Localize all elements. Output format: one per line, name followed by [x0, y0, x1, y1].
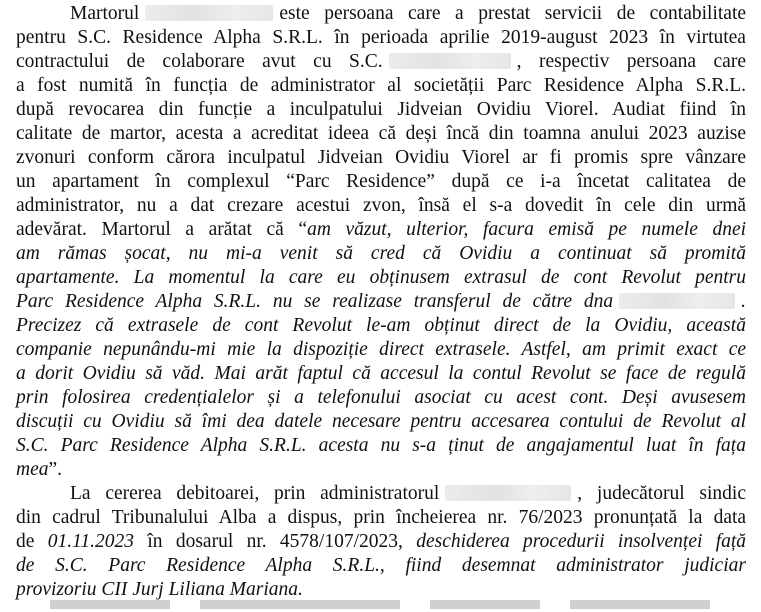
text-segment: contractului de colaborare avut cu S.C.	[16, 51, 383, 72]
redacted-name	[389, 53, 511, 69]
text-segment: administrator, nu a dat crezare acestui zvon, însă el s-a dovedit în cele din urmă	[16, 195, 747, 216]
text-segment: , respectiv persoana care	[516, 51, 746, 72]
text-segment: zvonuri conform cărora inculpatul Jidveian Ovidiu Viorel ar fi promis spre vânzare	[16, 147, 746, 168]
italic-text: mea	[16, 459, 49, 480]
italic-text: a dorit Ovidiu să văd. Mai arăt faptul că accesul la contul Revolut se face de regulă	[16, 363, 746, 384]
text-line	[16, 50, 746, 74]
text-line	[16, 554, 746, 578]
text-line	[16, 506, 746, 530]
redacted-name	[145, 5, 273, 21]
text-line	[16, 242, 746, 266]
text-segment: un apartament în complexul “Parc Residence” după ce i-a încetat calitatea de	[16, 171, 746, 192]
text-segment: , judecătorul sindic	[577, 483, 746, 504]
italic-text: .	[741, 291, 746, 312]
redacted-name	[445, 485, 571, 501]
text-line	[16, 122, 746, 146]
text-line	[16, 338, 746, 362]
italic-text: Precizez că extrasele de cont Revolut le-am obținut direct de la Ovidiu, această	[16, 315, 746, 336]
text-line	[70, 2, 746, 26]
text-segment: Martorul	[70, 3, 140, 24]
text-line	[16, 290, 746, 314]
italic-text: deschiderea procedurii insolvenței față	[416, 531, 747, 552]
text-segment: din cadrul Tribunalului Alba a dispus, prin încheierea nr. 76/2023 pronunțată la data	[16, 507, 747, 528]
text-segment: La cererea debitoarei, prin administratorul	[70, 483, 440, 504]
text-segment: pentru S.C. Residence Alpha S.R.L. în perioada aprilie 2019-august 2023 în virtutea	[16, 27, 746, 48]
text-line	[16, 218, 746, 242]
italic-text: Parc Residence Alpha S.R.L. nu se realizase transferul de către dna	[16, 291, 614, 312]
cut-off-next-line	[50, 600, 710, 612]
italic-text: prin folosirea credențialelor și a telefonului asociat cu acest cont. Deși avusesem	[16, 387, 746, 408]
text-segment: este persoana care a prestat servicii de contabilitate	[279, 3, 747, 24]
text-line	[16, 26, 746, 50]
italic-text: 01.11.2023	[47, 531, 135, 552]
text-segment: adevărat. Martorul a arătat că “	[16, 219, 308, 240]
text-segment: în dosarul nr. 4578/107/2023,	[134, 531, 417, 552]
text-line	[16, 74, 746, 98]
text-line	[16, 458, 62, 482]
text-line	[16, 386, 746, 410]
text-line	[16, 578, 303, 602]
text-line	[16, 314, 746, 338]
italic-text: S.C. Parc Residence Alpha S.R.L. acesta nu s-a ținut de angajamentul luat în fața	[16, 435, 746, 456]
text-line	[16, 194, 746, 218]
text-line	[16, 170, 746, 194]
text-line	[70, 482, 746, 506]
italic-text: provizoriu CII Jurj Liliana Mariana.	[16, 579, 303, 600]
italic-text: de S.C. Parc Residence Alpha S.R.L., fiind desemnat administrator judiciar	[16, 555, 746, 576]
text-segment: calitate de martor, acesta a acreditat ideea că deși încă din toamna anului 2023 auzise	[16, 123, 747, 144]
text-line	[16, 410, 746, 434]
text-line	[16, 266, 746, 290]
text-line	[16, 434, 746, 458]
italic-text: companie nepunându-mi mie la dispoziție direct extrasele. Astfel, am primit exact ce	[16, 339, 747, 360]
italic-text: apartamente. La momentul la care eu obținusem extrasul de cont Revolut pentru	[16, 267, 747, 288]
text-segment: a fost numită în funcția de administrator al societății Parc Residence Alpha S.R.L.	[16, 75, 747, 96]
text-line	[16, 362, 746, 386]
text-segment: ”.	[48, 459, 63, 480]
text-line	[16, 98, 746, 122]
italic-text: am văzut, ulterior, facura emisă pe numele dnei	[307, 219, 747, 240]
text-segment: după revocarea din funcție a inculpatului Jidveian Ovidiu Viorel. Audiat fiind în	[16, 99, 746, 120]
redacted-name	[619, 293, 735, 309]
text-line	[16, 530, 746, 554]
text-segment: de	[16, 531, 48, 552]
italic-text: discuții cu Ovidiu să îmi dea datele necesare pentru accesarea contului de Revolut al	[16, 411, 747, 432]
text-line	[16, 146, 746, 170]
italic-text: am rămas șocat, nu mi-a venit să cred că Ovidiu a continuat să promită	[16, 243, 746, 264]
